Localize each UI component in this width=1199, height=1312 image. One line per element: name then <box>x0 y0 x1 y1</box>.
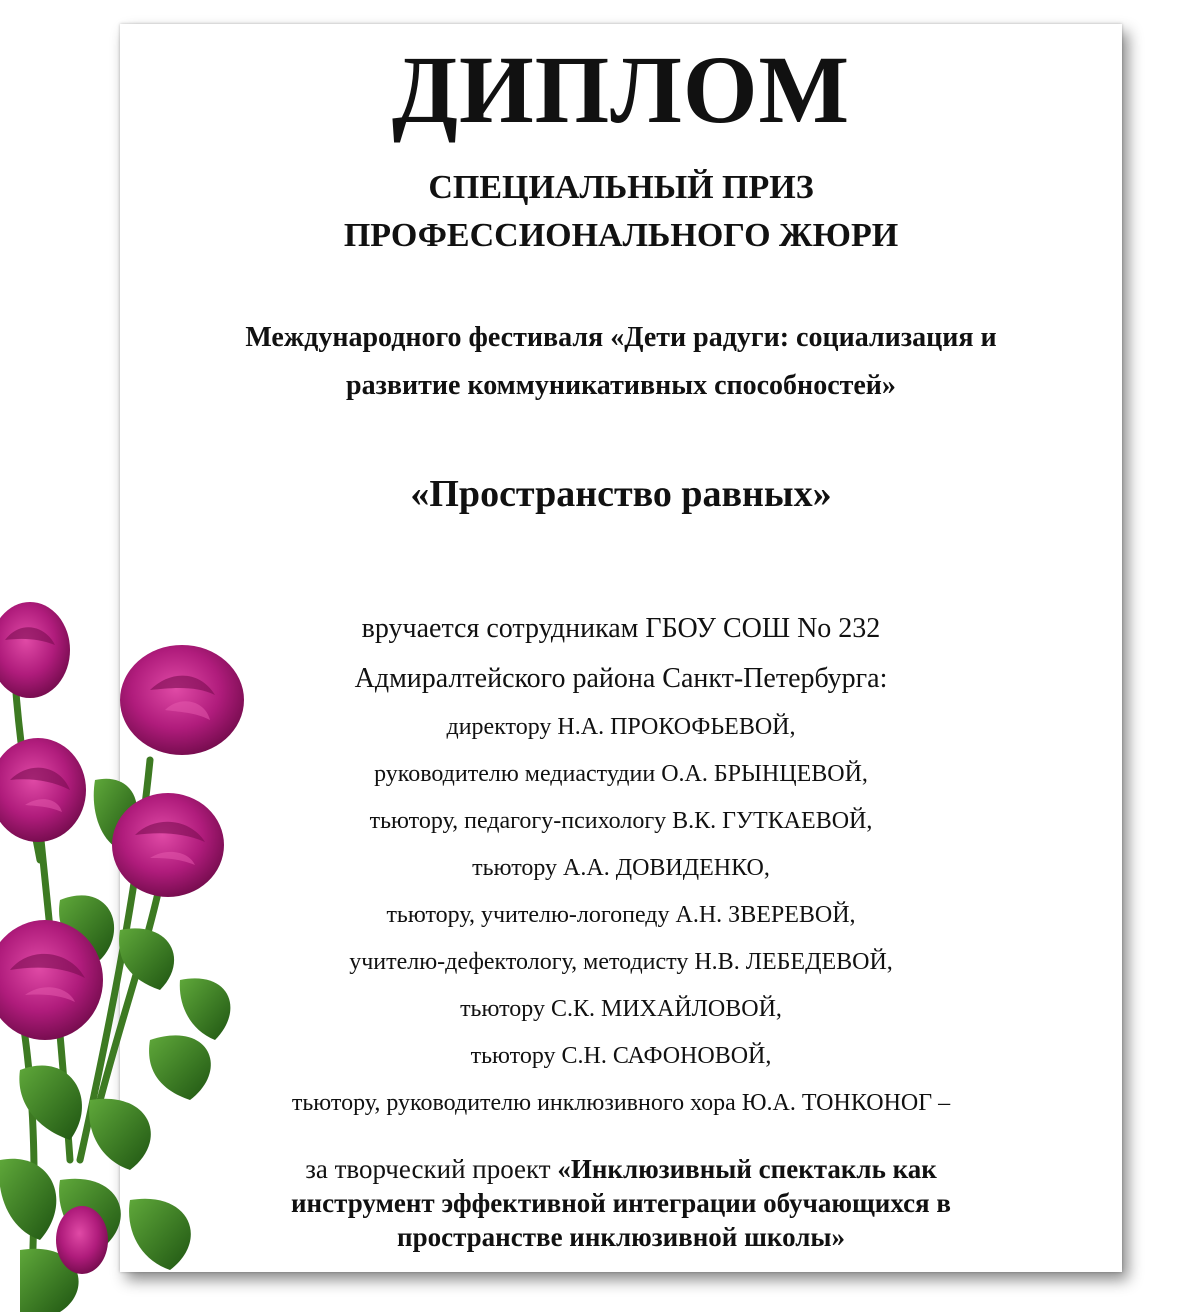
nomination-title: «Пространство равных» <box>410 473 832 515</box>
reason-line-1 <box>120 1152 1122 1186</box>
recipient-item: тьютору, учителю-логопеду А.Н. ЗВЕРЕВОЙ, <box>386 902 856 928</box>
festival-line-2: развитие коммуникативных способностей» <box>346 370 896 401</box>
rose-icon <box>56 1206 108 1274</box>
recipient-item: директору Н.А. ПРОКОФЬЕВОЙ, <box>446 714 796 740</box>
awarded-line-2: Адмиралтейского района Санкт-Петербурга: <box>354 663 888 694</box>
rose-icon <box>0 738 86 842</box>
prize-line-2: ПРОФЕССИОНАЛЬНОГО ЖЮРИ <box>343 217 899 254</box>
rose-icon <box>112 793 224 897</box>
award-reason <box>120 1152 1122 1254</box>
rose-icon <box>0 602 70 698</box>
recipient-item: учителю-дефектологу, методисту Н.В. ЛЕБЕДЕВОЙ, <box>349 949 893 975</box>
recipient-item: тьютору С.Н. САФОНОВОЙ, <box>470 1043 772 1069</box>
diploma-title: ДИПЛОМ <box>391 36 851 143</box>
recipient-item: руководителю медиастудии О.А. БРЫНЦЕВОЙ, <box>374 761 868 787</box>
recipient-item: тьютору С.К. МИХАЙЛОВОЙ, <box>460 996 782 1022</box>
rose-icon <box>120 645 244 755</box>
reason-title-1: «Инклюзивный спектакль как <box>557 1154 937 1184</box>
prize-heading <box>120 164 1122 260</box>
reason-title-2: инструмент эффективной интеграции обучающихся в <box>291 1188 951 1218</box>
recipient-item: тьютору, педагогу-психологу В.К. ГУТКАЕВОЙ, <box>369 808 873 834</box>
reason-title-3: пространстве инклюзивной школы» <box>397 1222 845 1252</box>
recipient-item: тьютору, руководителю инклюзивного хора Ю.А. ТОНКОНОГ – <box>291 1090 951 1116</box>
recipients-block <box>120 604 1122 1127</box>
festival-line-1: Международного фестиваля «Дети радуги: социализация и <box>245 322 997 353</box>
recipient-item: тьютору А.А. ДОВИДЕНКО, <box>472 855 770 881</box>
roses-bouquet-icon <box>0 600 260 1312</box>
reason-prefix: за творческий проект <box>305 1154 558 1184</box>
festival-name <box>120 314 1122 410</box>
awarded-line-1: вручается сотрудникам ГБОУ СОШ No 232 <box>361 613 881 644</box>
prize-line-1: СПЕЦИАЛЬНЫЙ ПРИЗ <box>428 169 814 206</box>
